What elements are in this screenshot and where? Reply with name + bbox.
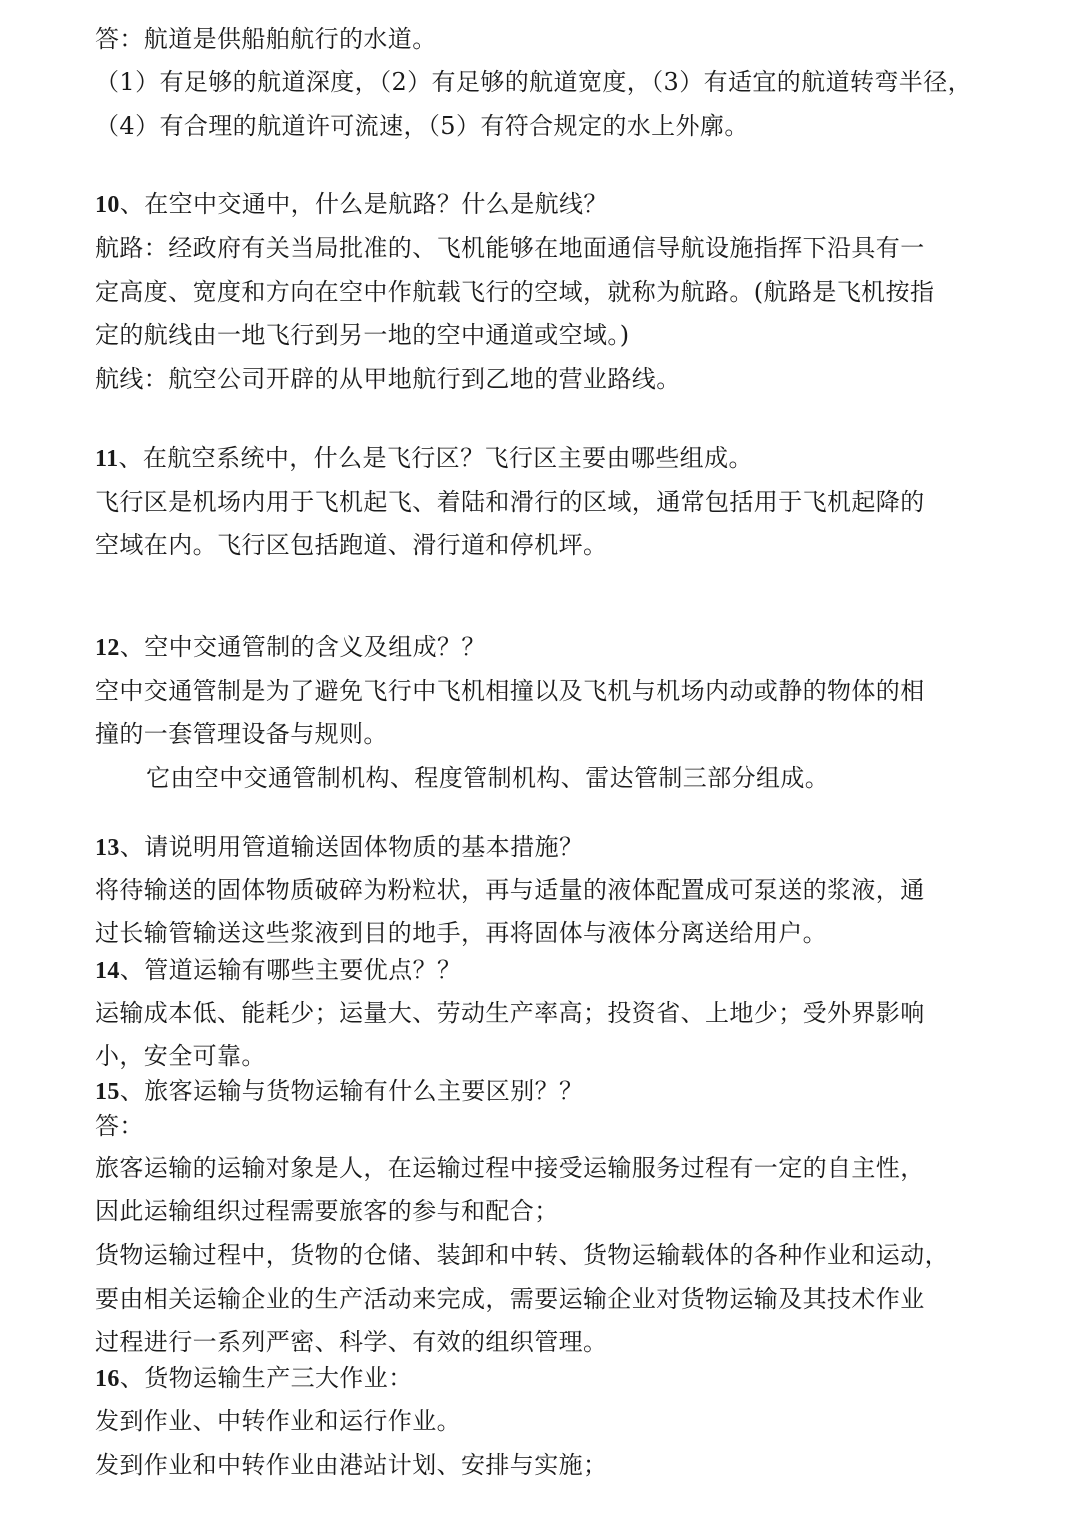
- s14-number: 14: [95, 958, 120, 984]
- s15-question-text: 、旅客运输与货物运输有什么主要区别？？: [119, 1077, 584, 1105]
- s16-answer-line-1: 发到作业、中转作业和运行作业。: [95, 1407, 461, 1435]
- s10-answer-line-1: 航路：经政府有关当局批准的、飞机能够在地面通信导航设施指挥下沿具有一: [95, 234, 925, 262]
- s9-answer-line-2: （1）有足够的航道深度，（2）有足够的航道宽度，（3）有适宜的航道转弯半径，: [95, 68, 973, 96]
- s12-answer-line-3: 它由空中交通管制机构、程度管制机构、雷达管制三部分组成。: [146, 764, 830, 792]
- s10-number: 10: [95, 192, 120, 218]
- s12-question-text: 、空中交通管制的含义及组成？？: [119, 633, 486, 661]
- s13-number: 13: [95, 835, 120, 861]
- s9-answer-line-1: 答：航道是供船舶航行的水道。: [95, 25, 437, 53]
- s13-answer-line-2: 过长输管输送这些浆液到目的地手，再将固体与液体分离送给用户。: [95, 919, 827, 947]
- s9-answer-line-3: （4）有合理的航道许可流速，（5）有符合规定的水上外廓。: [95, 112, 749, 140]
- s15-answer-line-1: 旅客运输的运输对象是人，在运输过程中接受运输服务过程有一定的自主性，: [95, 1154, 925, 1182]
- s16-question-text: 、货物运输生产三大作业：: [119, 1364, 413, 1392]
- s14-question: [95, 955, 461, 986]
- s12-number: 12: [95, 635, 120, 661]
- s16-question: [95, 1363, 413, 1394]
- s11-answer-line-1: 飞行区是机场内用于飞机起飞、着陆和滑行的区域，通常包括用于飞机起降的: [95, 488, 925, 516]
- s10-answer-line-4: 航线：航空公司开辟的从甲地航行到乙地的营业路线。: [95, 365, 681, 393]
- s12-question: [95, 632, 486, 663]
- s16-answer-line-2: 发到作业和中转作业由港站计划、安排与实施；: [95, 1451, 608, 1479]
- s13-question-text: 、请说明用管道输送固体物质的基本措施？: [119, 833, 584, 861]
- s15-answer-line-5: 过程进行一系列严密、科学、有效的组织管理。: [95, 1328, 608, 1356]
- s11-answer-line-2: 空域在内。飞行区包括跑道、滑行道和停机坪。: [95, 531, 608, 559]
- s15-question: [95, 1076, 583, 1107]
- s10-question: [95, 189, 608, 220]
- s10-answer-line-2: 定高度、宽度和方向在空中作航载飞行的空域，就称为航路。(航路是飞机按指: [95, 278, 935, 306]
- s15-number: 15: [95, 1079, 120, 1105]
- s15-answer-line-4: 要由相关运输企业的生产活动来完成，需要运输企业对货物运输及其技术作业: [95, 1285, 925, 1313]
- s11-question-text: 、在航空系统中，什么是飞行区？飞行区主要由哪些组成。: [118, 444, 753, 472]
- s11-number: 11: [95, 446, 119, 472]
- s16-number: 16: [95, 1366, 120, 1392]
- s11-question: [95, 443, 753, 474]
- s15-answer-line-3: 货物运输过程中，货物的仓储、装卸和中转、货物运输载体的各种作业和运动，: [95, 1241, 949, 1269]
- s13-question: [95, 832, 583, 863]
- s13-answer-line-1: 将待输送的固体物质破碎为粉粒状，再与适量的液体配置成可泵送的浆液，通: [95, 876, 925, 904]
- s12-answer-line-2: 撞的一套管理设备与规则。: [95, 720, 388, 748]
- s10-question-text: 、在空中交通中，什么是航路？什么是航线？: [119, 190, 608, 218]
- s14-answer-line-2: 小，安全可靠。: [95, 1042, 266, 1070]
- s15-answer-label: 答：: [95, 1112, 144, 1140]
- s12-answer-line-1: 空中交通管制是为了避免飞行中飞机相撞以及飞机与机场内动或静的物体的相: [95, 677, 925, 705]
- s10-answer-line-3: 定的航线由一地飞行到另一地的空中通道或空域。): [95, 321, 630, 349]
- s15-answer-line-2: 因此运输组织过程需要旅客的参与和配合；: [95, 1197, 559, 1225]
- s14-question-text: 、管道运输有哪些主要优点？？: [119, 956, 462, 984]
- s14-answer-line-1: 运输成本低、能耗少；运量大、劳动生产率高；投资省、上地少；受外界影响: [95, 999, 925, 1027]
